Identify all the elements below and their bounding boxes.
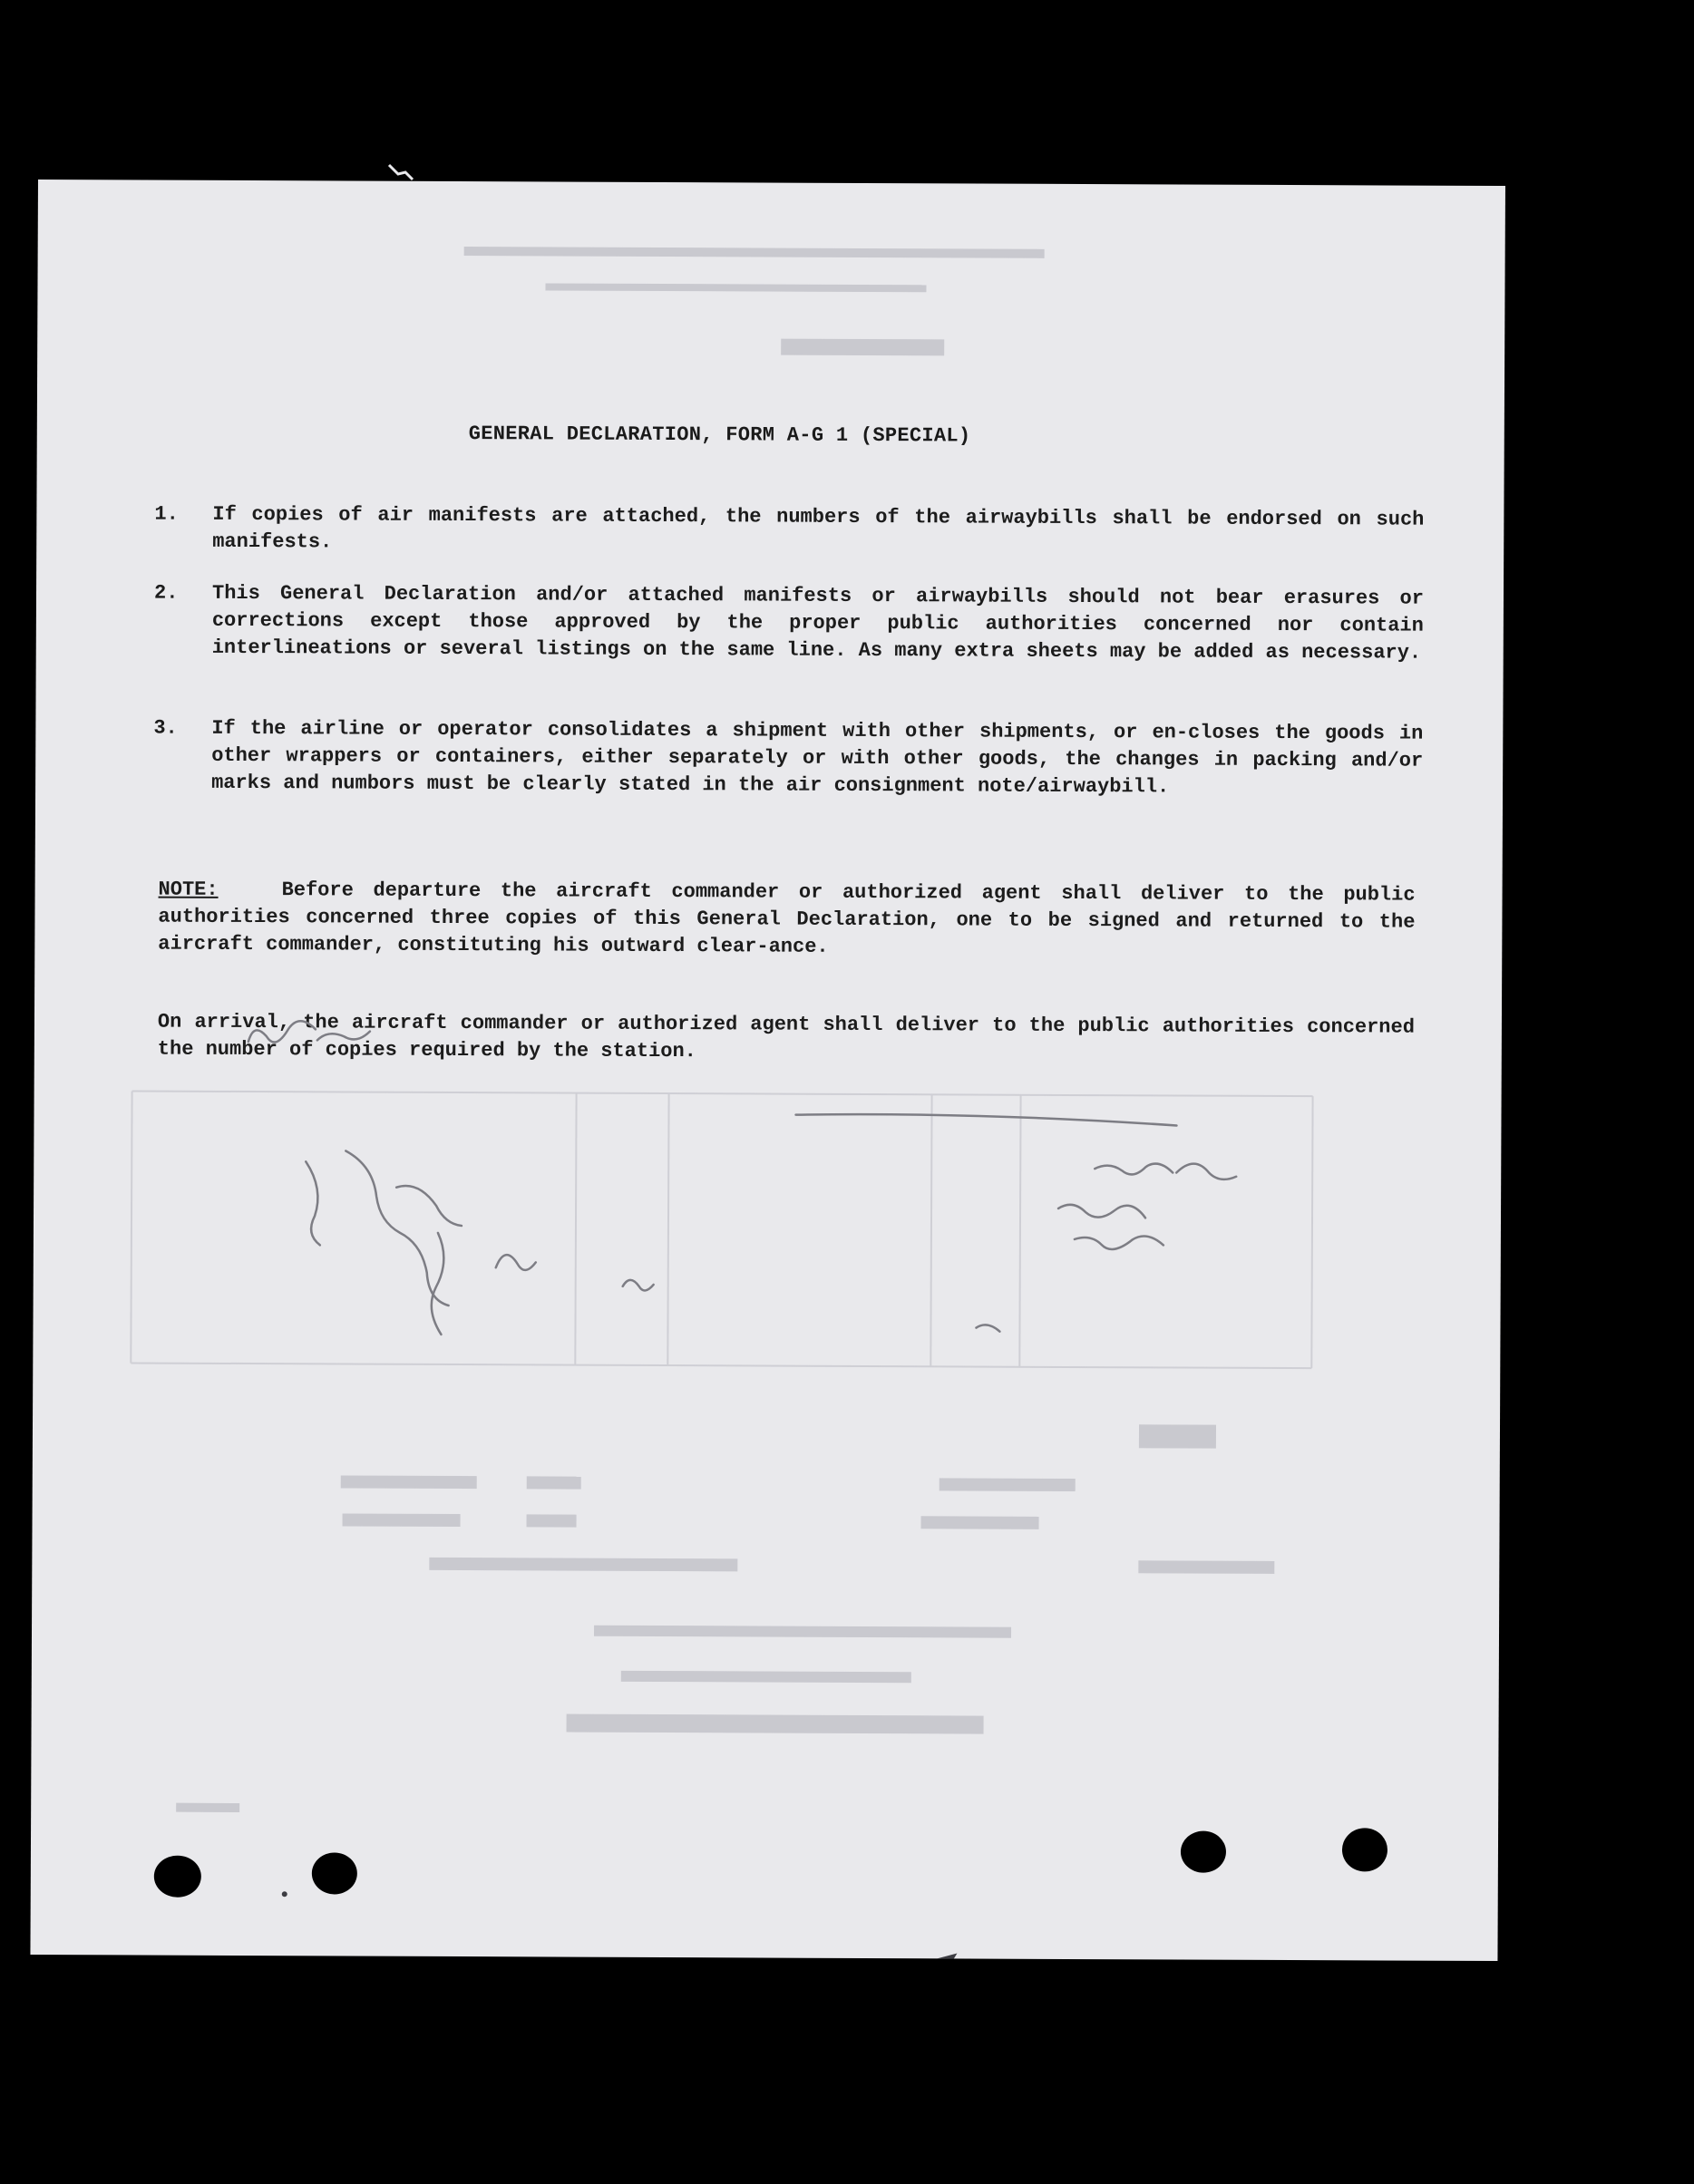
instruction-item-3 [153,715,1423,802]
note-label: NOTE: [158,878,219,901]
punch-hole [312,1852,357,1894]
note-text: Before departure the aircraft commander or authorized agent shall deliver to the public authorities concerned three copies of this General Declaration, one to be signed and returned to the aircraft commander, constituting his outward clear-ance. [158,878,1416,958]
form-title: GENERAL DECLARATION, FORM A-G 1 (SPECIAL) [468,422,971,448]
punch-hole [1181,1831,1226,1873]
item-number: 1. [154,502,179,526]
item-number: 2. [153,581,179,605]
instruction-item-1 [154,501,1424,561]
item-number: 3. [153,716,178,740]
item-text: If the airline or operator consolidates a shipment with other shipments, or en-closes the goods in other wrappers or containers, either separately or with other goods, the changes in packing and/or marks and numbors must be clearly stated in the air consignment note/airwaybill. [211,716,1424,799]
arrival-paragraph: On arrival, the aircraft commander or authorized agent shall deliver to the public authorities concerned the number of copies required by the station. [157,1010,1415,1063]
punch-hole [1342,1828,1387,1871]
punch-hole [154,1856,201,1898]
item-text: This General Declaration and/or attached manifests or airwaybills should not bear erasures or corrections except those approved by the proper public authorities concerned nor contain interlineations or several listings on the same line. As many extra sheets may be added as necessary. [211,581,1425,665]
item-text: If copies of air manifests are attached, the numbers of the airwaybills shall be endorsed on such manifests. [212,502,1425,554]
margin-mark [385,161,422,183]
document-page [30,180,1505,1961]
note-paragraph [158,877,1415,964]
instruction-item-2 [154,580,1424,667]
bleed-through-marks [30,180,1505,1961]
